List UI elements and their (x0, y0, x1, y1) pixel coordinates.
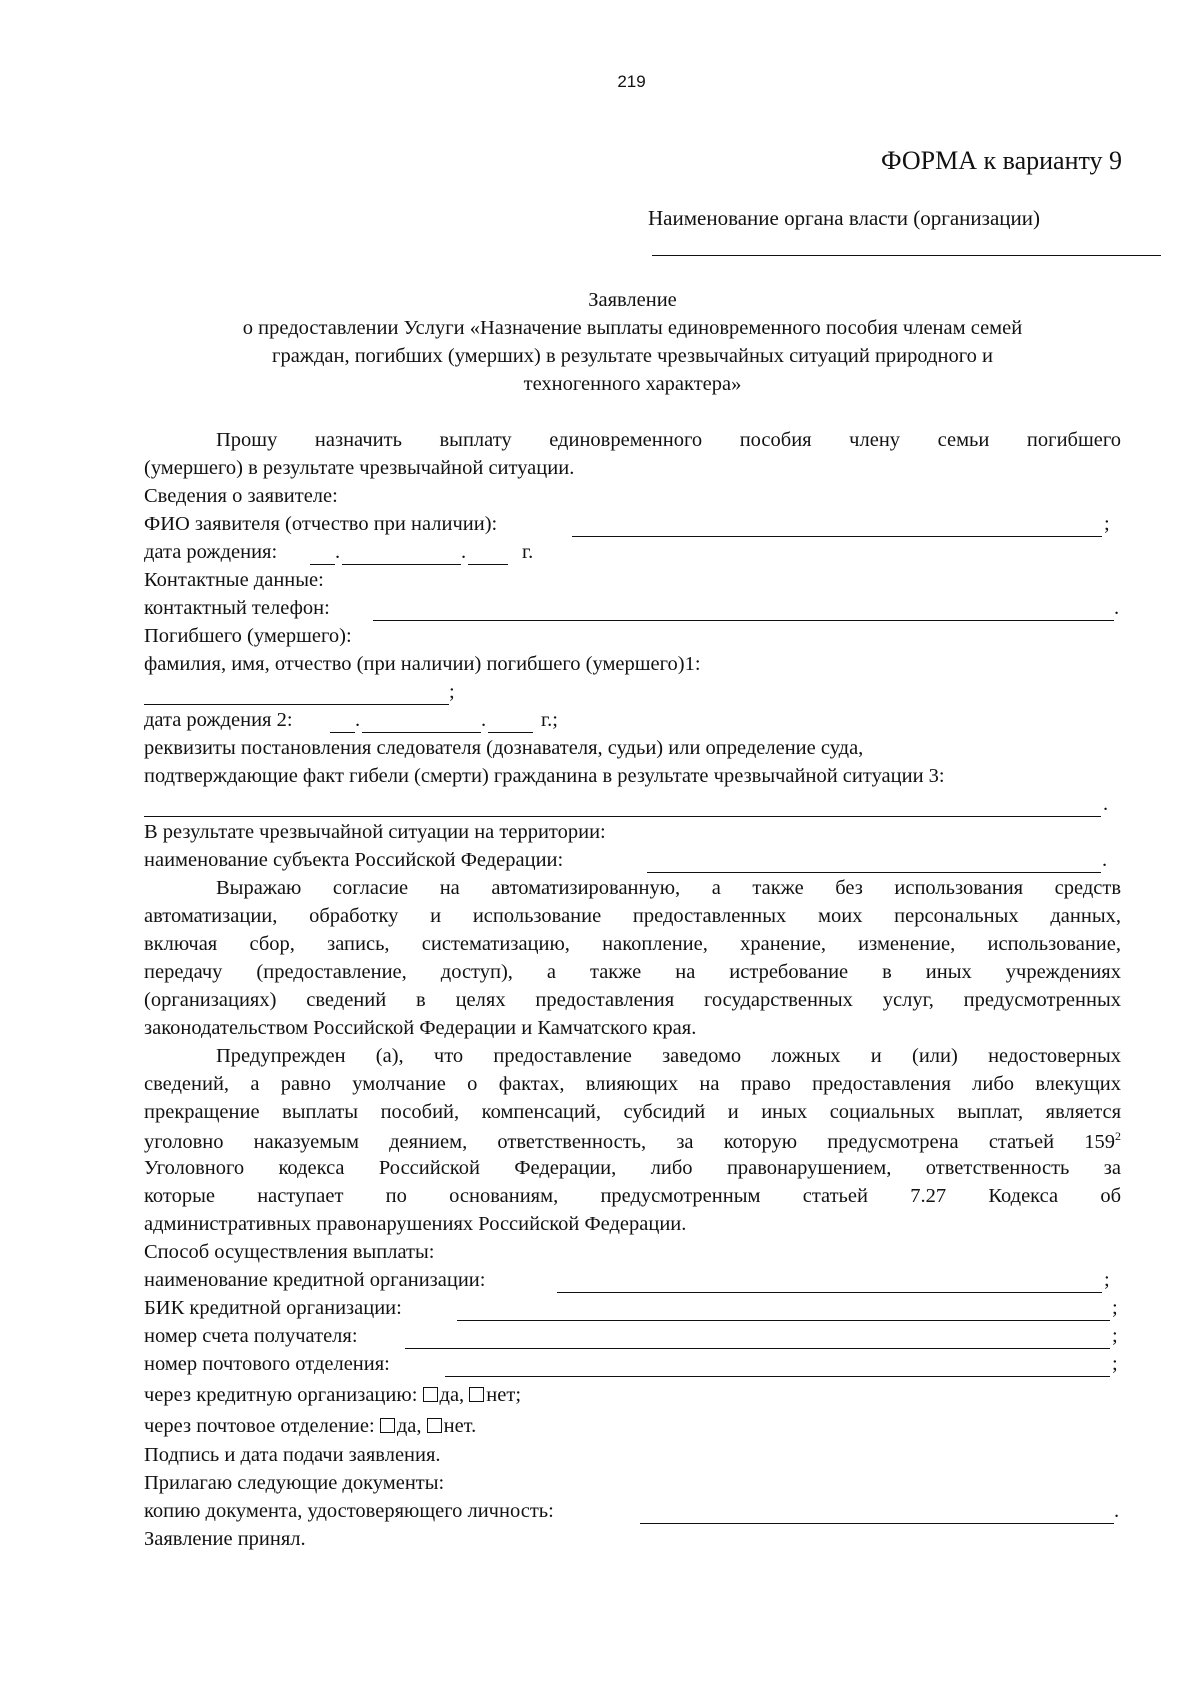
post-office-field[interactable] (445, 1376, 1110, 1377)
warning-text-line: Уголовного кодекса Российской Федерации, либо правонарушением, ответственность за (144, 1157, 1121, 1179)
consent-text-line: включая сбор, запись, систематизацию, накопление, хранение, изменение, использование, (144, 933, 1121, 955)
year-suffix: г.; (541, 709, 558, 731)
bank-name-field[interactable] (557, 1292, 1102, 1293)
punctuation: . (335, 541, 341, 563)
punctuation: . (355, 709, 361, 731)
deceased-heading: Погибшего (умершего): (144, 625, 352, 647)
warning-text: уголовно наказуемым деянием, ответственность, за которую предусмотрена статьей 159 (144, 1130, 1115, 1153)
warning-text-line: которые наступает по основаниям, предусмотренным статьей 7.27 Кодекса об (144, 1185, 1121, 1207)
subject-field[interactable] (647, 872, 1101, 873)
via-bank-no-checkbox[interactable] (469, 1387, 484, 1402)
consent-text-line: законодательством Российской Федерации и Камчатского края. (144, 1017, 697, 1039)
id-copy-field[interactable] (640, 1523, 1114, 1524)
via-post-row (144, 1415, 476, 1438)
via-bank-label: через кредитную организацию: (144, 1384, 418, 1406)
deceased-fio-field[interactable] (144, 704, 449, 705)
via-post-no-checkbox[interactable] (427, 1418, 442, 1433)
via-bank-row (144, 1384, 521, 1407)
warning-text-line (144, 1129, 1121, 1154)
punctuation: ; (1104, 1269, 1110, 1291)
deceased-birth-day-field[interactable] (330, 732, 355, 733)
request-text-line: Прошу назначить выплату единовременного пособия члену семьи погибшего (216, 429, 1121, 451)
attachments-heading: Прилагаю следующие документы: (144, 1472, 445, 1494)
applicant-heading: Сведения о заявителе: (144, 485, 338, 507)
no-label: нет; (486, 1384, 522, 1406)
requisites-label-line: подтверждающие факт гибели (смерти) гражданина в результате чрезвычайной ситуации 3: (144, 765, 945, 787)
signature-label: Подпись и дата подачи заявления. (144, 1444, 441, 1466)
deceased-birth-label: дата рождения 2: (144, 709, 293, 731)
service-title-line: граждан, погибших (умерших) в результате чрезвычайных ситуаций природного и (272, 345, 993, 367)
punctuation: . (461, 541, 467, 563)
punctuation: . (1103, 793, 1109, 815)
subject-label: наименование субъекта Российской Федерации: (144, 849, 564, 871)
bank-name-label: наименование кредитной организации: (144, 1269, 486, 1291)
account-field[interactable] (405, 1348, 1110, 1349)
deceased-birth-month-field[interactable] (362, 732, 481, 733)
deceased-fio-label: фамилия, имя, отчество (при наличии) погибшего (умершего)1: (144, 653, 701, 675)
punctuation: . (1114, 1500, 1120, 1522)
consent-text-line: автоматизации, обработку и использование предоставленных моих персональных данных, (144, 905, 1121, 927)
punctuation: ; (1112, 1297, 1118, 1319)
year-suffix: г. (522, 541, 534, 563)
applicant-birth-day-field[interactable] (310, 564, 335, 565)
contacts-heading: Контактные данные: (144, 569, 324, 591)
punctuation: . (1114, 597, 1120, 619)
authority-name-field[interactable] (652, 255, 1161, 256)
punctuation: . (1102, 849, 1108, 871)
bik-field[interactable] (457, 1320, 1110, 1321)
article-superscript: 2 (1115, 1129, 1121, 1143)
deceased-birth-year-field[interactable] (488, 732, 533, 733)
punctuation: . (481, 709, 487, 731)
request-text-line: (умершего) в результате чрезвычайной ситуации. (144, 457, 575, 479)
territory-heading: В результате чрезвычайной ситуации на территории: (144, 821, 606, 843)
bik-label: БИК кредитной организации: (144, 1297, 402, 1319)
consent-text-line: Выражаю согласие на автоматизированную, а также без использования средств (216, 877, 1121, 899)
yes-label: да, (396, 1415, 422, 1437)
applicant-birth-year-field[interactable] (468, 564, 508, 565)
requisites-label-line: реквизиты постановления следователя (дознавателя, судьи) или определение суда, (144, 737, 864, 759)
via-bank-yes-checkbox[interactable] (423, 1387, 438, 1402)
account-label: номер счета получателя: (144, 1325, 358, 1347)
consent-text-line: передачу (предоставление, доступ), а также на истребование в иных учреждениях (144, 961, 1121, 983)
via-post-yes-checkbox[interactable] (380, 1418, 395, 1433)
warning-text-line: сведений, а равно умолчание о фактах, влияющих на право предоставления либо влекущих (144, 1073, 1121, 1095)
requisites-field[interactable] (144, 816, 1101, 817)
post-office-label: номер почтового отделения: (144, 1353, 390, 1375)
applicant-fio-field[interactable] (572, 536, 1102, 537)
punctuation: ; (449, 681, 455, 703)
warning-text-line: прекращение выплаты пособий, компенсаций, субсидий и иных социальных выплат, является (144, 1101, 1121, 1123)
yes-label: да, (439, 1384, 465, 1406)
consent-text-line: (организациях) сведений в целях предоставления государственных услуг, предусмотренных (144, 989, 1121, 1011)
punctuation: ; (1112, 1325, 1118, 1347)
payment-heading: Способ осуществления выплаты: (144, 1241, 435, 1263)
form-label: ФОРМА к варианту 9 (881, 146, 1122, 175)
warning-text-line: административных правонарушениях Российской Федерации. (144, 1213, 687, 1235)
punctuation: ; (1112, 1353, 1118, 1375)
id-copy-label: копию документа, удостоверяющего личность: (144, 1500, 554, 1522)
phone-field[interactable] (373, 620, 1114, 621)
no-label: нет. (443, 1415, 477, 1437)
service-title-line: техногенного характера» (523, 373, 742, 395)
phone-label: контактный телефон: (144, 597, 330, 619)
punctuation: ; (1104, 513, 1110, 535)
applicant-birth-label: дата рождения: (144, 541, 278, 563)
service-title-line: о предоставлении Услуги «Назначение выплаты единовременного пособия членам семей (242, 317, 1023, 339)
applicant-birth-month-field[interactable] (342, 564, 461, 565)
document-title: Заявление (588, 289, 677, 311)
page-number: 219 (617, 72, 646, 91)
warning-text-line: Предупрежден (а), что предоставление заведомо ложных и (или) недостоверных (216, 1045, 1121, 1067)
applicant-fio-label: ФИО заявителя (отчество при наличии): (144, 513, 498, 535)
accepted-label: Заявление принял. (144, 1528, 306, 1550)
authority-name-label: Наименование органа власти (организации) (648, 206, 1040, 230)
via-post-label: через почтовое отделение: (144, 1415, 375, 1437)
